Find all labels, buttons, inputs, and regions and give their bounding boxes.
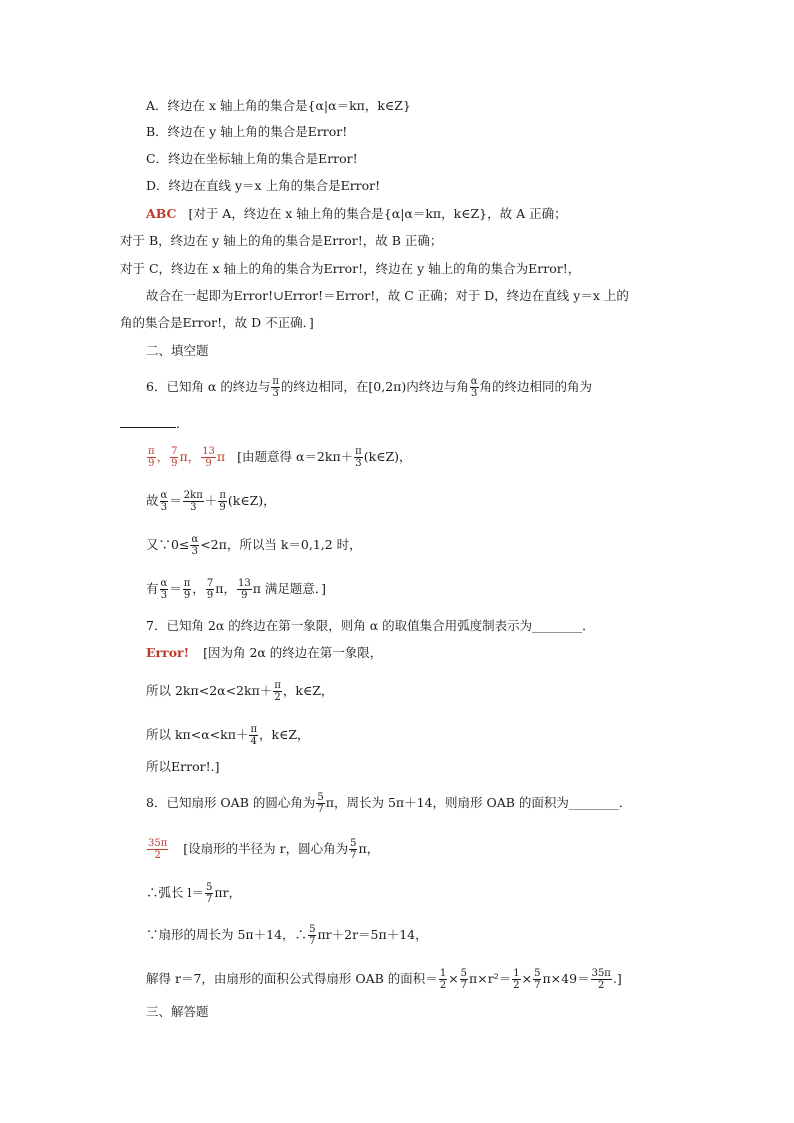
q6-blank: ． — [120, 416, 189, 432]
q6-explanation-3: 又∵0≤ $\frac{\alpha}{3}$ <2π，所以当 k＝0,1,2 时， — [146, 534, 362, 557]
q7-stem: 7．已知角 2α 的终边在第一象限，则角 α 的取值集合用弧度制表示为________． — [146, 618, 595, 633]
section-3-heading: 三、解答题 — [146, 1004, 209, 1019]
q8-explanation-4: 解得 r＝7，由扇形的面积公式得扇形 OAB 的面积＝ $\frac{1}{2}$ × $\frac{5}{7}$ π×r²＝ $\frac{1}{2}$ × $\frac{5}{7}$ π×49＝ $\frac{35\pi}{2}$ .] — [146, 968, 622, 991]
q5-explanation-3: 对于 C，终边在 x 轴上的角的集合为Error!，终边在 y 轴上的角的集合为Error!， — [120, 261, 581, 276]
q5-explanation-2: 对于 B，终边在 y 轴上的角的集合是Error!，故 B 正确； — [120, 233, 443, 248]
q8-answer: $\frac{35\pi}{2}$ — [148, 838, 168, 861]
q5-answer: ABC — [146, 206, 177, 221]
q5-option-c: C．终边在坐标轴上角的集合是Error! — [146, 151, 358, 166]
q7-explanation-2: 所以 2kπ<2α<2kπ＋ $\frac{\pi}{2}$ ，k∈Z， — [146, 680, 334, 703]
q6-explanation-2: 故 $\frac{\alpha}{3}$ ＝ $\frac{2k\pi}{3}$ ＋ $\frac{\pi}{9}$ (k∈Z)， — [146, 490, 276, 513]
q7-answer: Error! — [146, 645, 190, 660]
q6-explanation-4: 有 $\frac{\alpha}{3}$ ＝ $\frac{\pi}{9}$ ， $\frac{7}{9}$ π， $\frac{13}{9}$ π 满足题意．] — [146, 578, 327, 601]
q7-explanation-4: 所以Error!.] — [146, 759, 220, 774]
q5-explanation-4: 故合在一起即为Error!∪Error!＝Error!，故 C 正确；对于 D，终边在直线 y＝x 上的 — [146, 288, 629, 303]
q5-option-b: B．终边在 y 轴上角的集合是Error! — [146, 124, 348, 139]
q8-explanation-3: ∵扇形的周长为 5π＋14，∴ $\frac{5}{7}$ πr＋2r＝5π＋14， — [146, 924, 428, 947]
q8-stem: 8．已知扇形 OAB 的圆心角为 $\frac{5}{7}$ π，周长为 5π＋14，则扇形 OAB 的面积为________． — [146, 792, 632, 815]
q6-stem: 6．已知角 α 的终边与 $\frac{\pi}{3}$ 的终边相同，在[0,2π)内终边与角 $\frac{\alpha}{3}$ 角的终边相同的角为 — [146, 376, 593, 399]
q6-answer: $\frac{\pi}{9}$ ， $\frac{7}{9}$ π， $\frac{13}{9}$ π — [148, 446, 230, 469]
q5-option-d: D．终边在直线 y＝x 上角的集合是Error! — [146, 178, 381, 193]
q5-option-a: A．终边在 x 轴上角的集合是{α|α＝kπ，k∈Z} — [146, 98, 411, 113]
q6-explanation-1: $\frac{\pi}{9}$ ， $\frac{7}{9}$ π， $\frac{13}{9}$ π [由题意得 α＝2kπ＋ $\frac{\pi}{3}$ (k∈Z)， — [148, 446, 412, 469]
q7-explanation-1: Error! [因为角 2α 的终边在第一象限， — [146, 645, 383, 660]
q7-explanation-3: 所以 kπ<α<kπ＋ $\frac{\pi}{4}$ ，k∈Z， — [146, 724, 310, 747]
q5-explanation-1 — [146, 206, 567, 222]
q5-explanation-5: 角的集合是Error!，故 D 不正确．] — [120, 315, 314, 330]
q5-exp-text-1: [对于 A，终边在 x 轴上角的集合是{α|α＝kπ，k∈Z}，故 A 正确； — [188, 206, 567, 221]
q8-explanation-1: $\frac{35\pi}{2}$ [设扇形的半径为 r，圆心角为 $\frac{5}{7}$ π， — [148, 838, 380, 861]
q8-explanation-2: ∴弧长 l＝ $\frac{5}{7}$ πr， — [146, 882, 242, 905]
section-2-heading: 二、填空题 — [146, 343, 209, 358]
